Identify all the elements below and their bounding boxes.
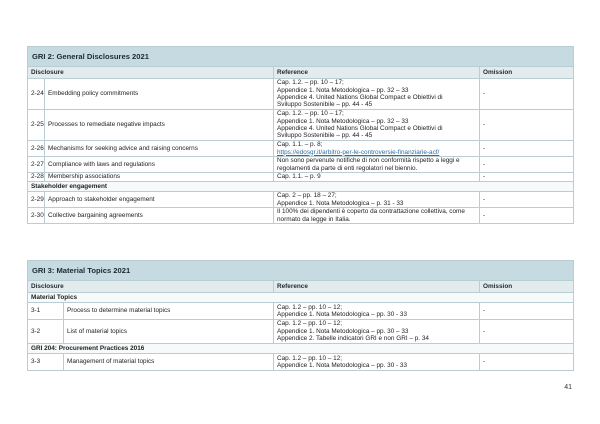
table-title-row [28,261,574,281]
omission-cell: - [480,192,574,208]
omission-cell: - [480,303,574,320]
disclosure-code: 2-28 [28,173,45,182]
table-title-row [28,47,574,67]
header-disclosure: Disclosure [28,281,274,293]
omission-cell: - [480,79,574,110]
disclosure-name: Management of material topics [64,354,274,371]
table-row [28,320,574,344]
section-row [28,344,574,354]
reference-line: Cap. 1.2. – pp. 10 – 17; [277,79,344,87]
section-title: Material Topics [28,293,574,303]
reference-line: Appendice 1. Nota Metodologica – p. 31 - 33 [277,199,404,207]
disclosure-name: List of material topics [64,320,274,344]
disclosure-name: Compliance with laws and regulations [45,157,274,173]
table-row [28,141,574,157]
table-row [28,173,574,182]
table-row [28,110,574,141]
table-row [28,208,574,224]
table-row [28,303,574,320]
omission-cell: - [480,157,574,173]
reference-cell [274,141,480,157]
reference-cell [274,79,480,110]
table-row [28,79,574,110]
reference-line: Cap. 1.2 – pp. 10 – 12; [277,320,343,328]
disclosure-code: 3-3 [28,354,64,371]
disclosure-name: Embedding policy commitments [45,79,274,110]
reference-line: Appendice 1. Nota Metodologica – pp. 30 – 33 [277,327,409,335]
reference-line: Cap. 2 – pp. 18 – 27; [277,192,337,200]
disclosure-name: Process to determine material topics [64,303,274,320]
disclosure-name: Membership associations [45,173,274,182]
reference-text: Non sono pervenute notifiche di non conformità rispetto a leggi e regolamenti da parte di enti regolatori nel biennio. [277,157,460,172]
header-reference: Reference [274,67,480,79]
disclosure-code: 2-27 [28,157,45,173]
reference-line: Cap. 1.1. – p. 9 [277,173,321,181]
reference-line: Appendice 2. Tabelle indicatori GRI e non GRI – p. 34 [277,335,429,343]
reference-text: Il 100% dei dipendenti è coperto da contrattazione collettiva, come normato da legge in Italia. [277,208,465,223]
disclosure-name: Collective bargaining agreements [45,208,274,224]
reference-line: Appendice 4. United Nations Global Compact e Obiettivi di [277,94,443,101]
page-number: 41 [564,384,572,391]
disclosure-code: 3-2 [28,320,64,344]
reference-cell [274,303,480,320]
reference-line: Appendice 1. Nota Metodologica – pp. 30 - 33 [277,311,408,318]
omission-cell: - [480,354,574,371]
section-row [28,293,574,303]
reference-line: Appendice 1. Nota Metodologica – pp. 30 - 33 [277,362,408,369]
reference-line: Appendice 4. United Nations Global Compact e Obiettivi di [277,125,443,132]
disclosure-name: Approach to stakeholder engagement [45,192,274,208]
reference-cell [274,192,480,208]
disclosure-code: 2-29 [28,192,45,208]
reference-cell [274,208,480,224]
omission-cell: - [480,141,574,157]
reference-line: Cap. 1.1. – p. 8; [277,141,323,149]
table-title: GRI 3: Material Topics 2021 [28,261,574,281]
omission-cell: - [480,173,574,182]
disclosure-name: Processes to remediate negative impacts [45,110,274,141]
disclosure-code: 2-26 [28,141,45,157]
reference-cell [274,110,480,141]
reference-line: Sviluppo Sostenibile – pp. 44 - 45 [277,101,373,109]
section-title: GRI 204: Procurement Practices 2016 [28,344,574,354]
disclosure-code: 3-1 [28,303,64,320]
gri3-material-topics-table [27,260,574,371]
reference-line: Cap. 1.2 – pp. 10 – 12; [277,303,343,311]
section-title: Stakeholder engagement [28,182,574,192]
reference-line: Appendice 1. Nota Metodologica – pp. 32 – 33 [277,117,409,125]
reference-cell [274,354,480,371]
reference-cell [274,157,480,173]
header-omission: Omission [480,281,574,293]
table-title: GRI 2: General Disclosures 2021 [28,47,574,67]
table-header-row [28,67,574,79]
omission-cell: - [480,208,574,224]
reference-line: Cap. 1.2 – pp. 10 – 12; [277,354,343,362]
table-row [28,192,574,208]
reference-line: Appendice 1. Nota Metodologica – pp. 32 – 33 [277,86,409,94]
disclosure-name: Mechanisms for seeking advice and raising concerns [45,141,274,157]
header-omission: Omission [480,67,574,79]
disclosure-code: 2-24 [28,79,45,110]
gri2-general-disclosures-table [27,46,574,224]
table-row [28,354,574,371]
disclosure-code: 2-30 [28,208,45,224]
table-row [28,157,574,173]
table-header-row [28,281,574,293]
section-row [28,182,574,192]
disclosure-code: 2-25 [28,110,45,141]
reference-line: Sviluppo Sostenibile – pp. 44 - 45 [277,132,373,140]
header-disclosure: Disclosure [28,67,274,79]
reference-line: Cap. 1.2. – pp. 10 – 17; [277,110,344,118]
header-reference: Reference [274,281,480,293]
reference-cell [274,173,480,182]
reference-cell [274,320,480,344]
omission-cell: - [480,320,574,344]
arbitro-link[interactable]: https://edosgr.it/arbitro-per-le-controversie-finanziarie-acf/ [277,148,440,156]
omission-cell: - [480,110,574,141]
